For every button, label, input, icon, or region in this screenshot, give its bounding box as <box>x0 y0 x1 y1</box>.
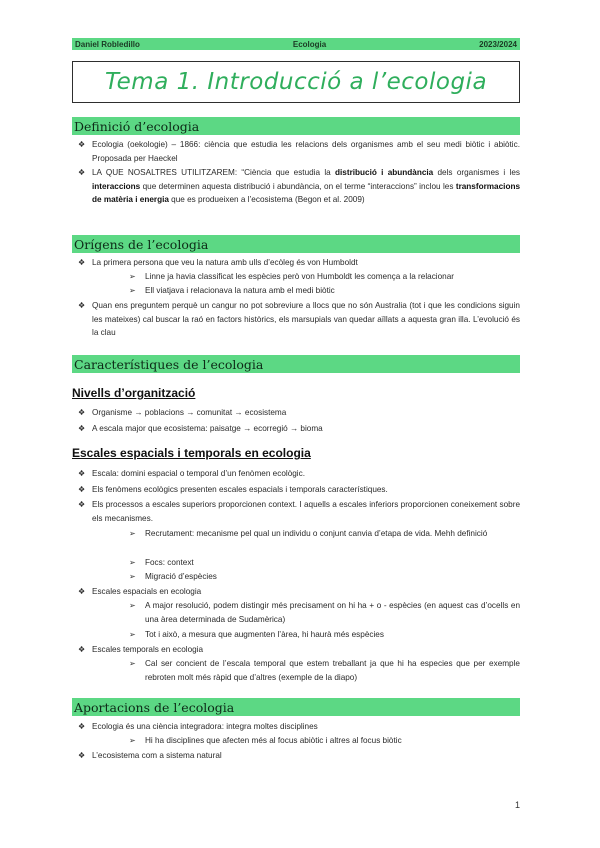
diamond-bullet-icon: ❖ <box>78 301 86 310</box>
diamond-bullet-icon: ❖ <box>78 424 86 433</box>
list-item: ❖ Escales espacials en ecologia <box>92 585 520 599</box>
header-bar <box>72 38 520 50</box>
list-item: ❖ Els processos a escales superiors proporcionen context. I aquells a escales inferiors proporcionen coneixement sobre els mecanismes. <box>78 500 520 523</box>
diamond-bullet-icon: ❖ <box>78 645 86 654</box>
header-year: 2023/2024 <box>479 39 517 49</box>
arrow-bullet-icon: ➢ <box>129 659 136 668</box>
list-item: ❖ La primera persona que veu la natura amb ulls d’ecòleg és von Humboldt <box>92 256 520 270</box>
header-author: Daniel Robledillo <box>75 39 140 49</box>
section-aportacions: Aportacions de l’ecologia <box>72 698 520 716</box>
arrow-bullet-icon: ➢ <box>129 558 136 567</box>
arrow-bullet-icon: ➢ <box>129 736 136 745</box>
list-item: ➢ Hi ha disciplines que afecten més al focus abiòtic i altres al focus biòtic <box>145 734 520 748</box>
section-caracteristiques: Característiques de l’ecologia <box>72 355 520 373</box>
diamond-bullet-icon: ❖ <box>78 469 86 478</box>
list-item: ❖ Quan ens preguntem perquè un cangur no pot sobreviure a llocs que no són Australia (tot i que les condicions siguin les mateixes) cal buscar la raó en factors històrics, els marsupials van quedar aïllats a aquesta gran illa. L’evolució és la clau <box>78 301 520 337</box>
list-item: ❖ Escala: domini espacial o temporal d’un fenòmen ecològic. <box>92 467 520 481</box>
list-item: ➢ Linne ja havia classificat les espècies però von Humboldt les comença a la relacionar <box>145 270 520 284</box>
diamond-bullet-icon: ❖ <box>78 168 86 177</box>
list-item: ➢ Focs: context <box>145 556 520 570</box>
list-item: ➢ Tot i això, a mesura que augmenten l’àrea, hi haurà més espècies <box>145 628 520 642</box>
list-item: ➢ Migració d’espècies <box>145 570 520 584</box>
list-item: ❖ LA QUE NOSALTRES UTILITZAREM: “Ciència que estudia la distribució i abundància dels organismes i les interaccions que determinen aquesta distribució i abundància, on el terme “interaccions” inclou les transformacions de matèria i energia que es produeixen a l’ecosistema (Begon et al. 2009) <box>78 168 520 204</box>
list-item: ❖ L’ecosistema com a sistema natural <box>92 749 520 763</box>
list-item: ❖ A escala major que ecosistema: paisatge → ecorregió → bioma <box>92 422 520 436</box>
arrow-bullet-icon: ➢ <box>129 601 136 610</box>
diamond-bullet-icon: ❖ <box>78 408 86 417</box>
arrow-bullet-icon: ➢ <box>129 529 136 538</box>
arrow-bullet-icon: ➢ <box>129 272 136 281</box>
diamond-bullet-icon: ❖ <box>78 485 86 494</box>
subheading-nivells: Nivells d’organització <box>72 386 196 400</box>
title-box <box>72 61 520 103</box>
diamond-bullet-icon: ❖ <box>78 258 86 267</box>
diamond-bullet-icon: ❖ <box>78 140 86 149</box>
arrow-bullet-icon: ➢ <box>129 630 136 639</box>
arrow-bullet-icon: ➢ <box>129 572 136 581</box>
list-item: ➢ Ell viatjava i relacionava la natura amb el medi biòtic <box>145 284 520 298</box>
section-origens: Orígens de l’ecologia <box>72 235 520 253</box>
list-item: ❖ Els fenòmens ecològics presenten escales espacials i temporals característiques. <box>92 483 520 497</box>
list-item: ➢ Recrutament: mecanisme pel qual un individu o conjunt canvia d’etapa de vida. Mehh definició <box>145 527 520 541</box>
header-subject: Ecologia <box>292 39 327 49</box>
page-title: Tema 1. Introducció a l’ecologia <box>104 69 488 95</box>
list-item: ➢ Cal ser concient de l’escala temporal que estem treballant ja que hi ha especies que per exemple rebroten molt més ràpid que d’altres (exemple de la diapo) <box>129 659 520 682</box>
diamond-bullet-icon: ❖ <box>78 587 86 596</box>
section-definicio: Definició d’ecologia <box>72 117 520 135</box>
list-item: ❖ Organisme → poblacions → comunitat → ecosistema <box>92 406 520 420</box>
arrow-bullet-icon: ➢ <box>129 286 136 295</box>
list-item: ❖ Ecologia és una ciència integradora: integra moltes disciplines <box>92 720 520 734</box>
page-number: 1 <box>515 800 521 810</box>
list-item: ❖ Escales temporals en ecologia <box>92 643 520 657</box>
subheading-escales: Escales espacials i temporals en ecologia <box>72 446 311 460</box>
diamond-bullet-icon: ❖ <box>78 500 86 509</box>
diamond-bullet-icon: ❖ <box>78 751 86 760</box>
list-item: ❖ Ecologia (oekologie) – 1866: ciència que estudia les relacions dels organismes amb el seu medi biòtic i abiòtic. Proposada per Haeckel <box>78 140 520 163</box>
diamond-bullet-icon: ❖ <box>78 722 86 731</box>
list-item: ➢ A major resolució, podem distingir més precisament on hi ha + o - espècies (en aquest cas d’ocells en una àrea determinada de Sudamèrica) <box>129 601 520 624</box>
